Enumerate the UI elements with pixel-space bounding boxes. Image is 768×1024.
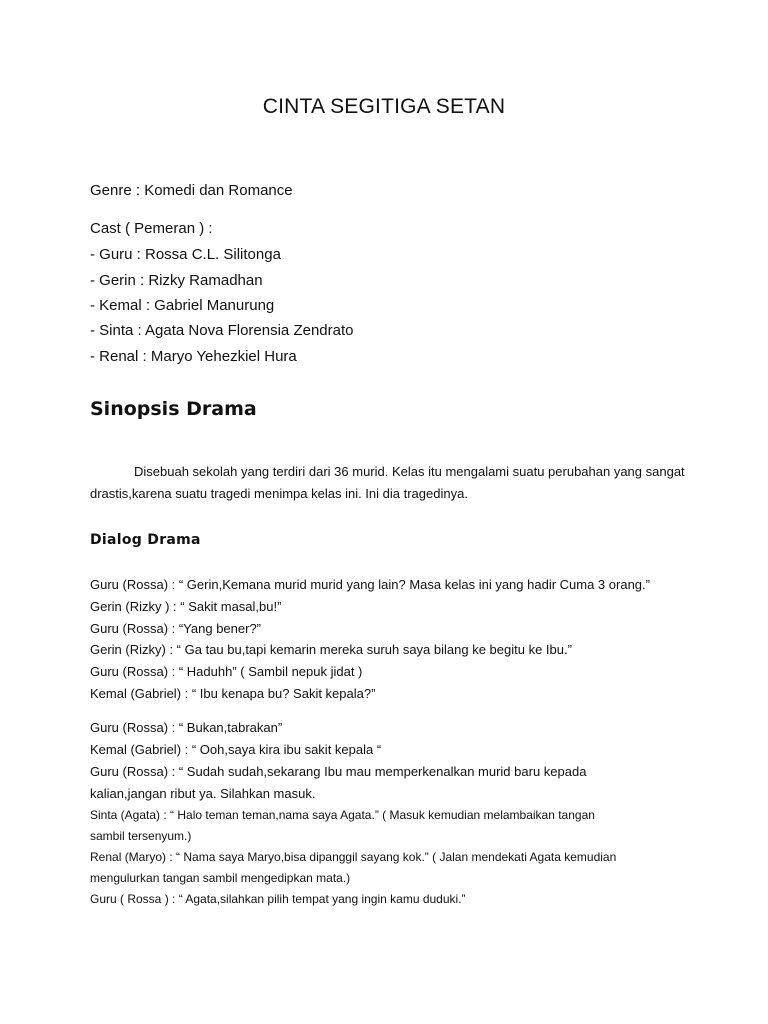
cast-item: - Guru : Rossa C.L. Silitonga — [90, 246, 281, 263]
dialog-line: Kemal (Gabriel) : “ Ooh,saya kira ibu sakit kepala “ — [90, 742, 382, 757]
dialog-heading: Dialog Drama — [90, 532, 201, 548]
cast-heading: Cast ( Pemeran ) : — [90, 220, 213, 237]
dialog-line: mengulurkan tangan sambil mengedipkan mata.) — [90, 871, 351, 885]
dialog-line: Guru (Rossa) : “Yang bener?” — [90, 621, 261, 636]
dialog-line: Guru (Rossa) : “ Bukan,tabrakan” — [90, 720, 283, 735]
document-title: CINTA SEGITIGA SETAN — [262, 95, 506, 118]
dialog-line: sambil tersenyum.) — [90, 829, 192, 843]
dialog-line: kalian,jangan ribut ya. Silahkan masuk. — [90, 786, 316, 801]
cast-item: - Kemal : Gabriel Manurung — [90, 297, 275, 314]
cast-item: - Gerin : Rizky Ramadhan — [90, 272, 263, 289]
synopsis-paragraph: Disebuah sekolah yang terdiri dari 36 murid. Kelas itu mengalami suatu perubahan yang sangat drastis,karena suatu tragedi menimpa kelas ini. Ini dia tragedinya. — [90, 464, 685, 501]
dialog-line: Guru ( Rossa ) : “ Agata,silahkan pilih tempat yang ingin kamu duduki.” — [90, 892, 466, 906]
synopsis-body — [90, 461, 700, 505]
genre-line: Genre : Komedi dan Romance — [90, 182, 293, 199]
dialog-line: Guru (Rossa) : “ Sudah sudah,sekarang Ibu mau memperkenalkan murid baru kepada — [90, 764, 587, 779]
dialog-line: Renal (Maryo) : “ Nama saya Maryo,bisa dipanggil sayang kok.” ( Jalan mendekati Agata kemudian — [90, 850, 617, 864]
dialog-line: Gerin (Rizky ) : “ Sakit masal,bu!” — [90, 599, 282, 614]
cast-item: - Sinta : Agata Nova Florensia Zendrato — [90, 322, 354, 339]
dialog-line: Gerin (Rizky) : “ Ga tau bu,tapi kemarin mereka suruh saya bilang ke begitu ke Ibu.” — [90, 642, 572, 657]
dialog-line: Guru (Rossa) : “ Haduhh” ( Sambil nepuk jidat ) — [90, 664, 363, 679]
cast-item: - Renal : Maryo Yehezkiel Hura — [90, 348, 297, 365]
dialog-line: Sinta (Agata) : “ Halo teman teman,nama saya Agata.” ( Masuk kemudian melambaikan tangan — [90, 808, 595, 822]
dialog-line: Kemal (Gabriel) : “ Ibu kenapa bu? Sakit kepala?” — [90, 686, 376, 701]
dialog-line: Guru (Rossa) : “ Gerin,Kemana murid murid yang lain? Masa kelas ini yang hadir Cuma 3 orang.” — [90, 577, 650, 592]
synopsis-heading: Sinopsis Drama — [90, 398, 257, 420]
